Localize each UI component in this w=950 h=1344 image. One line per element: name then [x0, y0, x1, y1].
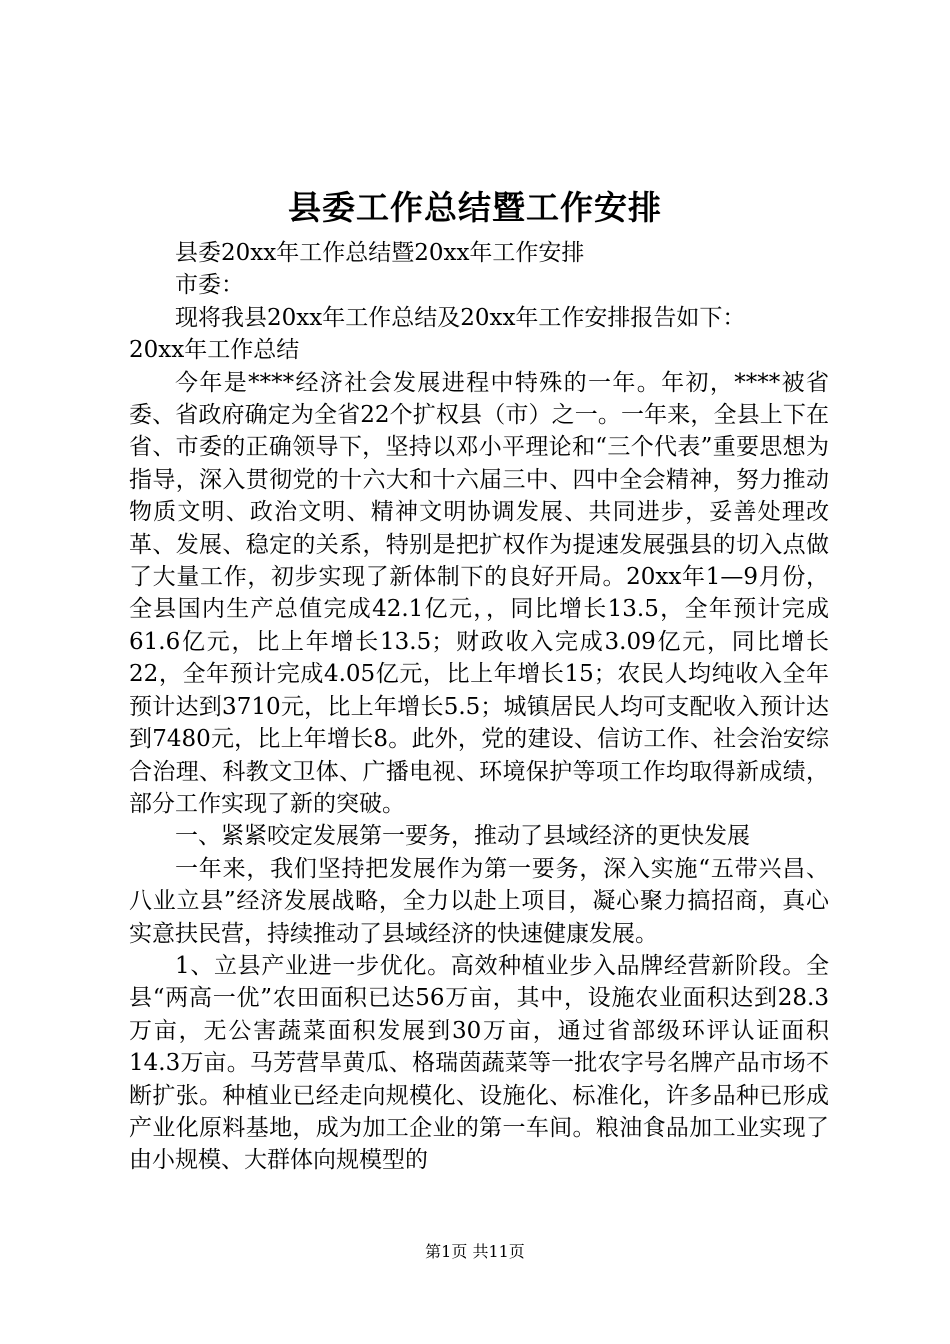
paragraph-addressee: 市委：	[175, 272, 244, 299]
paragraph-subheading-1: 一、紧紧咬定发展第一要务，推动了县域经济的更快发展	[175, 823, 750, 850]
paragraph-heading-line: 县委20xx年工作总结暨20xx年工作安排	[175, 240, 585, 266]
paragraph-intro: 现将我县20xx年工作总结及20xx年工作安排报告如下：	[175, 304, 746, 331]
paragraph-summary: 今年是****经济社会发展进程中特殊的一年。年初，****被省委、省政府确定为全省22个扩权县（市）之一。一年来，全县上下在省、市委的正确领导下，坚持以邓小平理论和“三个代表”重要思想为指导，深入贯彻党的十六大和十六届三中、四中全会精神，努力推动物质文明、政治文明、精神文明协调发展、共同进步，妥善处理改革、发展、稳定的关系，特别是把扩权作为提速发展强县的切入点做了大量工作，初步实现了新体制下的良好开局。20xx年1—9月份，全县国内生产总值完成42.1亿元，，同比增长13.5，全年预计完成61.6亿元，比上年增长13.5；财政收入完成3.09亿元，同比增长22，全年预计完成4.05亿元，比上年增长15；农民人均纯收入全年预计达到3710元，比上年增长5.5；城镇居民人均可支配收入预计达到7480元，比上年增长8。此外，党的建设、信访工作、社会治安综合治理、科教文卫体、广播电视、环境保护等项工作均取得新成绩，部分工作实现了新的突破。	[129, 369, 829, 817]
paragraph-industry: 1、立县产业进一步优化。高效种植业步入品牌经营新阶段。全县“两高一优”农田面积已达56万亩，其中，设施农业面积达到28.3万亩，无公害蔬菜面积发展到30万亩，通过省部级环评认证面积14.3万亩。马芳营旱黄瓜、格瑞茵蔬菜等一批农字号名牌产品市场不断扩张。种植业已经走向规模化、设施化、标准化，许多品种已形成产业化原料基地，成为加工企业的第一车间。粮油食品加工业实现了由小规模、大群体向规模型的	[129, 952, 829, 1174]
paragraph-section-heading: 20xx年工作总结	[129, 337, 300, 364]
document-title: 县委工作总结暨工作安排	[288, 188, 662, 227]
paragraph-development: 一年来，我们坚持把发展作为第一要务，深入实施“五带兴昌、八业立县”经济发展战略，全力以赴上项目，凝心聚力搞招商，真心实意扶民营，持续推动了县域经济的快速健康发展。	[129, 855, 829, 947]
page-number-footer: 第1页 共11页	[425, 1242, 525, 1261]
document-body	[129, 237, 829, 1177]
